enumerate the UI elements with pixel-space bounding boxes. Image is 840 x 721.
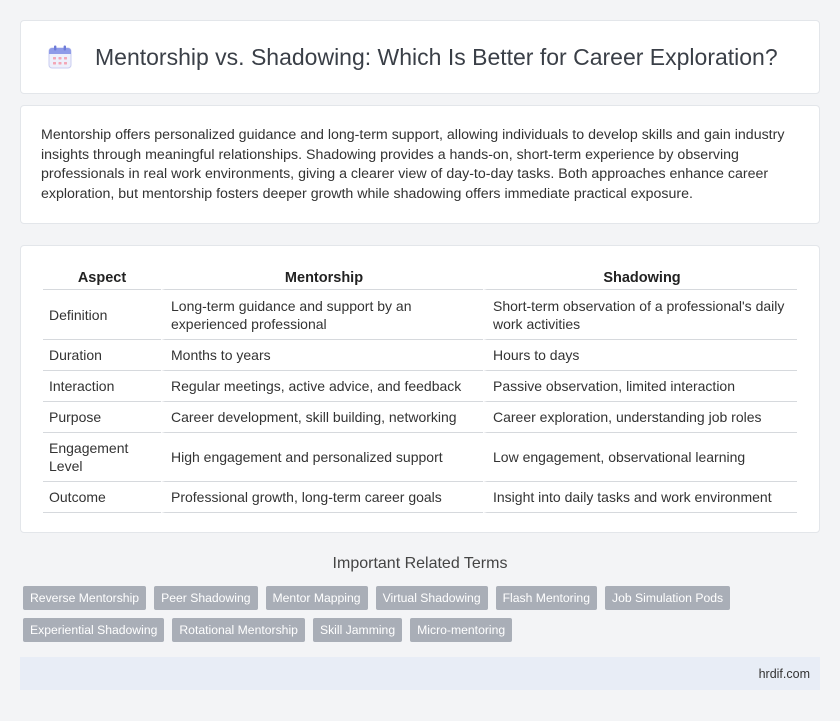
cell-shadowing: Insight into daily tasks and work environment [483,482,797,513]
related-terms-title: Important Related Terms [332,555,508,572]
table-header-row [43,266,797,290]
footer [20,657,820,690]
cell-shadowing: Short-term observation of a professional's daily work activities [483,290,797,340]
cell-aspect: Purpose [43,402,161,433]
table-row [43,340,797,371]
tag-rotational-mentorship[interactable]: Rotational Mentorship [172,618,305,642]
intro-paragraph: Mentorship offers personalized guidance and long-term support, allowing individuals to develop skills and gain industry insights through meaningful relationships. Shadowing provides a hands-on, short-term experience by observing professionals in real work environments, giving a clearer view of day-to-day tasks. Both approaches enhance career exploration, but mentorship fosters deeper growth while shadowing offers immediate practical exposure. [41,127,785,202]
tag-mentor-mapping[interactable]: Mentor Mapping [266,586,368,610]
tag-micro-mentoring[interactable]: Micro-mentoring [410,618,512,642]
cell-mentorship: High engagement and personalized support [161,433,483,482]
related-terms-list [23,586,813,650]
cell-shadowing: Career exploration, understanding job roles [483,402,797,433]
table-row [43,290,797,340]
cell-aspect: Definition [43,290,161,340]
table-row [43,402,797,433]
cell-aspect: Interaction [43,371,161,402]
header-mentorship: Mentorship [161,266,483,290]
table-row [43,482,797,513]
header-aspect: Aspect [43,266,161,290]
tag-reverse-mentorship[interactable]: Reverse Mentorship [23,586,146,610]
calendar-icon [47,44,73,70]
cell-shadowing: Hours to days [483,340,797,371]
cell-aspect: Engagement Level [43,433,161,482]
table-row [43,371,797,402]
cell-mentorship: Long-term guidance and support by an experienced professional [161,290,483,340]
page-title: Mentorship vs. Shadowing: Which Is Better for Career Exploration? [95,43,778,70]
cell-mentorship: Regular meetings, active advice, and feedback [161,371,483,402]
comparison-table [43,266,797,513]
header-card [20,20,820,94]
cell-aspect: Duration [43,340,161,371]
cell-shadowing: Low engagement, observational learning [483,433,797,482]
table-row [43,433,797,482]
tag-virtual-shadowing[interactable]: Virtual Shadowing [376,586,488,610]
cell-shadowing: Passive observation, limited interaction [483,371,797,402]
cell-mentorship: Months to years [161,340,483,371]
comparison-table-card [20,245,820,533]
header-shadowing: Shadowing [483,266,797,290]
tag-flash-mentoring[interactable]: Flash Mentoring [496,586,597,610]
tag-job-simulation-pods[interactable]: Job Simulation Pods [605,586,730,610]
tag-peer-shadowing[interactable]: Peer Shadowing [154,586,257,610]
tag-experiential-shadowing[interactable]: Experiential Shadowing [23,618,164,642]
footer-site-link[interactable]: hrdif.com [758,666,810,681]
cell-aspect: Outcome [43,482,161,513]
cell-mentorship: Professional growth, long-term career goals [161,482,483,513]
intro-card [20,105,820,224]
tag-skill-jamming[interactable]: Skill Jamming [313,618,402,642]
cell-mentorship: Career development, skill building, networking [161,402,483,433]
